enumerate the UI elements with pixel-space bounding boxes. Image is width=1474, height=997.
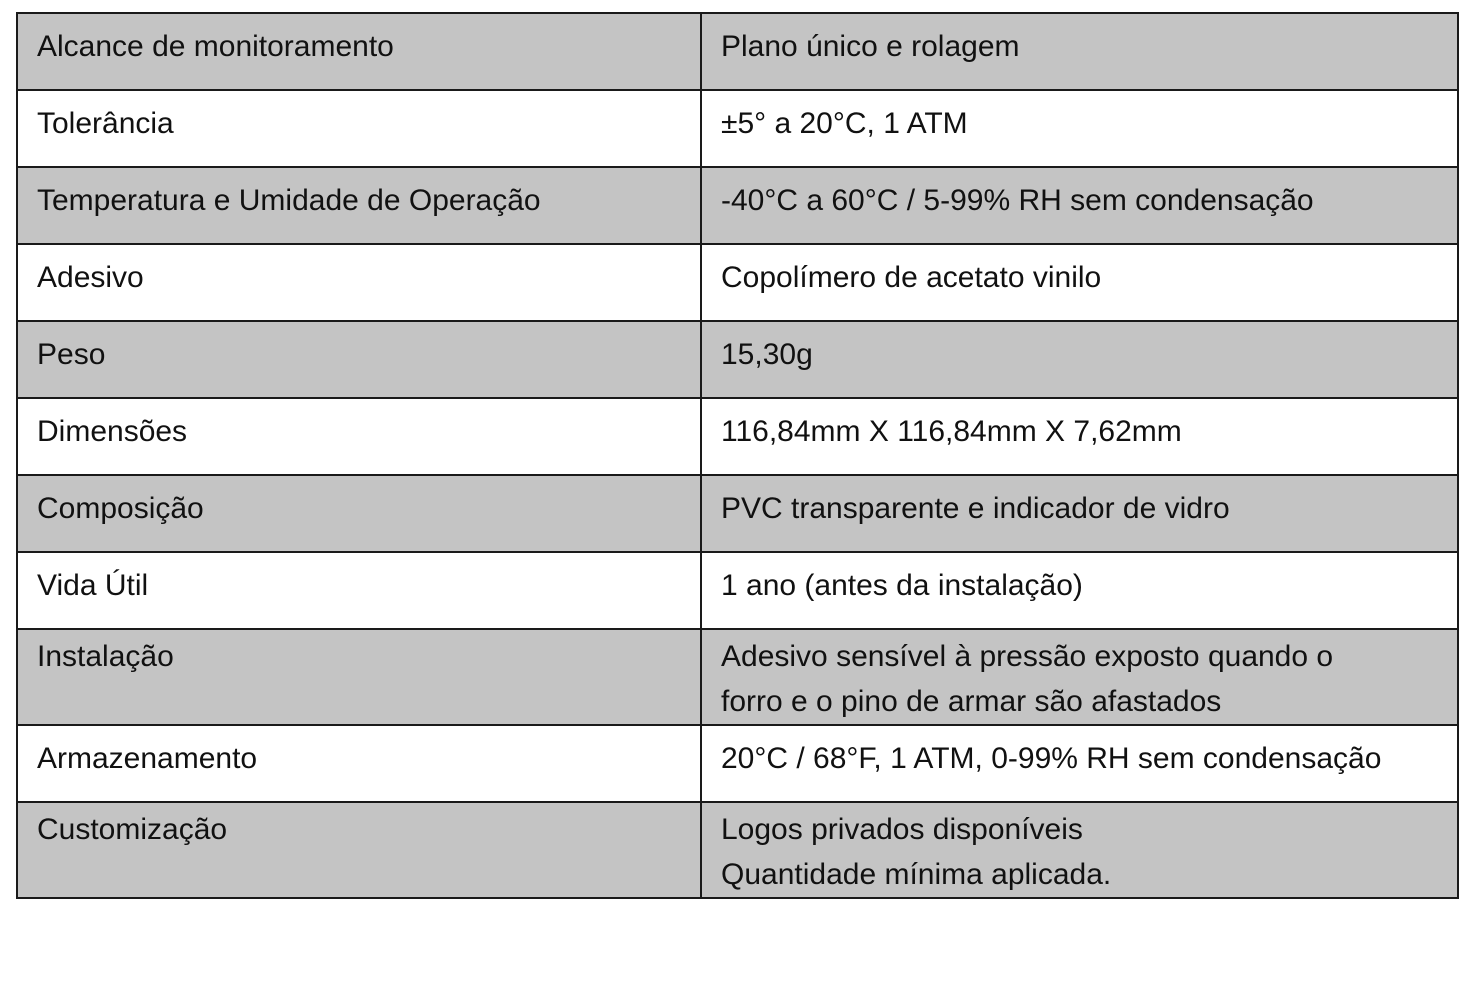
spec-value-line: Quantidade mínima aplicada. <box>721 858 1112 891</box>
spec-label: Alcance de monitoramento <box>17 13 701 90</box>
spec-label: Adesivo <box>17 244 701 321</box>
spec-value: 116,84mm X 116,84mm X 7,62mm <box>701 398 1458 475</box>
table-row <box>17 552 1458 629</box>
table-row <box>17 13 1458 90</box>
spec-label: Instalação <box>17 629 701 725</box>
spec-value: PVC transparente e indicador de vidro <box>701 475 1458 552</box>
spec-label: Vida Útil <box>17 552 701 629</box>
spec-value <box>701 629 1458 725</box>
table-row <box>17 629 1458 725</box>
table-row <box>17 244 1458 321</box>
spec-value <box>701 802 1458 898</box>
spec-value: 1 ano (antes da instalação) <box>701 552 1458 629</box>
table-row <box>17 802 1458 898</box>
spec-value-line: Logos privados disponíveis <box>721 813 1083 846</box>
spec-label: Armazenamento <box>17 725 701 802</box>
spec-label: Temperatura e Umidade de Operação <box>17 167 701 244</box>
spec-value: ±5° a 20°C, 1 ATM <box>701 90 1458 167</box>
table-row <box>17 90 1458 167</box>
spec-label: Peso <box>17 321 701 398</box>
spec-value: Copolímero de acetato vinilo <box>701 244 1458 321</box>
spec-label: Customização <box>17 802 701 898</box>
spec-label: Tolerância <box>17 90 701 167</box>
table-row <box>17 398 1458 475</box>
spec-value: Plano único e rolagem <box>701 13 1458 90</box>
spec-value-line: Adesivo sensível à pressão exposto quando o <box>721 640 1334 673</box>
spec-label: Dimensões <box>17 398 701 475</box>
table-row <box>17 725 1458 802</box>
table-row <box>17 475 1458 552</box>
spec-value: 20°C / 68°F, 1 ATM, 0-99% RH sem condensação <box>701 725 1458 802</box>
spec-label: Composição <box>17 475 701 552</box>
table-row <box>17 321 1458 398</box>
spec-value-line: forro e o pino de armar são afastados <box>721 685 1222 718</box>
table-row <box>17 167 1458 244</box>
spec-table <box>16 12 1459 899</box>
spec-value: 15,30g <box>701 321 1458 398</box>
spec-value: -40°C a 60°C / 5-99% RH sem condensação <box>701 167 1458 244</box>
